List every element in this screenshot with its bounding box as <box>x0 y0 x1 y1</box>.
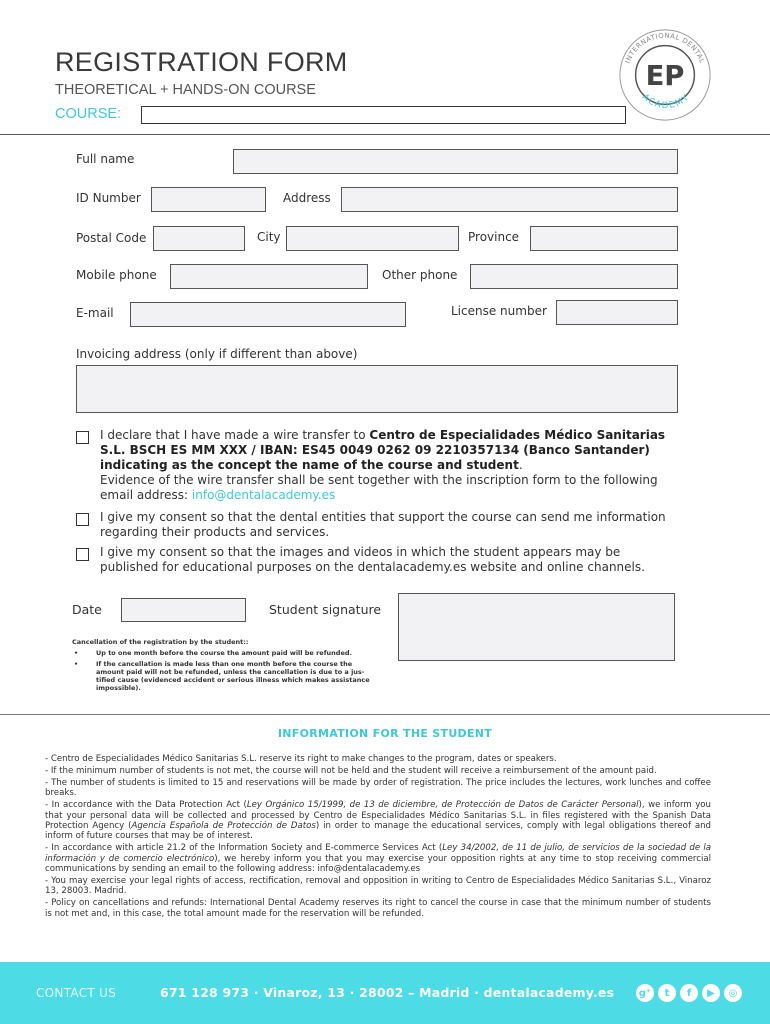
date-label: Date <box>72 602 102 617</box>
svg-text:INTERNATIONAL DENTAL <box>624 32 706 65</box>
province-label: Province <box>468 230 520 244</box>
dental-entities-consent-text: I give my consent so that the dental entities that support the course can send me information regarding their products and services. <box>100 510 666 539</box>
twitter-icon[interactable]: t <box>658 984 676 1002</box>
logo-monogram: EP <box>645 60 685 92</box>
other-phone-label: Other phone <box>382 268 458 282</box>
city-label: City <box>257 230 281 244</box>
info-paragraph: - Centro de Especialidades Médico Sanitarias S.L. reserve its right to make changes to the program, dates or speakers. <box>45 754 557 764</box>
header-divider <box>0 134 770 135</box>
cancellation-item: • Up to one month before the course the amount paid will be refunded. <box>72 649 372 657</box>
address-field[interactable] <box>341 187 678 212</box>
info-paragraph: - In accordance with the Data Protection Act (Ley Orgánico 15/1999, de 13 de diciembre, de Protección de Datos de Carácter Personal), we inform you that your personal data will be collected and processed by Centro de Especialidades Médico Sanitarias S.L. in files registered with the Spanish Data Protection Agency (Agencia Española de Protección de Datos) in order to manage the educational services, comply with legal obligations thereof and inform of future courses that may be of interest. <box>45 800 711 842</box>
cancellation-title: Cancellation of the registration by the student:: <box>72 638 249 646</box>
wire-transfer-declaration: I declare that I have made a wire transfer to Centro de Especialidades Médico Sanitarias S.L. BSCH ES MM XXX / IBAN: ES45 0049 0262 09 2210357134 (Banco Santander) indicating as the concept the name of the course and student. Evidence of the wire transfer shall be sent together with the inscription form to the following email address: info@dentalacademy.es <box>100 428 666 502</box>
postal-code-field[interactable] <box>153 226 245 251</box>
mobile-phone-field[interactable] <box>170 264 368 289</box>
student-signature-field[interactable] <box>398 593 675 661</box>
id-number-label: ID Number <box>76 191 141 205</box>
cancellation-policy <box>72 638 372 695</box>
svg-text:ACADEMY <box>640 92 692 111</box>
google-plus-icon[interactable]: g⁺ <box>636 984 654 1002</box>
email-label: E-mail <box>76 306 114 320</box>
mobile-phone-label: Mobile phone <box>76 268 157 282</box>
info-paragraph: - In accordance with article 21.2 of the Information Society and E-commerce Services Act (Ley 34/2002, de 11 de julio, de servicios de la sociedad de la información y de comercio electrónico), we hereby inform you that you may exercise your opposition rights at any time to stop receiving commercial communications by sending an email to the following address: info@dentalacademy.es <box>45 843 711 875</box>
info-text <box>45 754 711 921</box>
dental-entities-consent-checkbox[interactable] <box>76 513 89 526</box>
contact-us-label: CONTACT US <box>36 986 117 1000</box>
license-number-label: License number <box>451 304 547 318</box>
email-link[interactable]: info@dentalacademy.es <box>191 488 336 502</box>
date-field[interactable] <box>121 598 246 622</box>
facebook-icon[interactable]: f <box>680 984 698 1002</box>
other-phone-field[interactable] <box>470 264 678 289</box>
info-paragraph: - Policy on cancellations and refunds: International Dental Academy reserves its right to cancel the course in case that the minimum number of students is not met and, in this case, the total amount made for the reservation will be refunded. <box>45 898 711 919</box>
email-field[interactable] <box>130 302 406 327</box>
logo-bottom-text: ACADEMY <box>639 92 693 112</box>
postal-code-label: Postal Code <box>76 231 147 245</box>
course-field[interactable] <box>141 106 626 124</box>
page-subtitle: THEORETICAL + HANDS-ON COURSE <box>55 82 316 98</box>
section-divider <box>0 714 770 715</box>
page-title: REGISTRATION FORM <box>55 47 348 77</box>
info-paragraph: - If the minimum number of students is not met, the course will not be held and the student will receive a reimbursement of the amount paid. <box>45 765 657 776</box>
media-consent-checkbox[interactable] <box>76 548 89 561</box>
city-field[interactable] <box>286 226 459 251</box>
youtube-icon[interactable]: ▶ <box>702 984 720 1002</box>
social-links <box>636 984 742 1002</box>
invoicing-address-field[interactable] <box>76 365 678 413</box>
license-number-field[interactable] <box>556 300 678 325</box>
wire-transfer-checkbox[interactable] <box>76 431 89 444</box>
address-label: Address <box>283 191 331 205</box>
media-consent-text: I give my consent so that the images and videos in which the student appears may be published for educational purposes on the dentalacademy.es website and online channels. <box>100 545 645 574</box>
full-name-field[interactable] <box>233 149 678 174</box>
contact-details: 671 128 973 · Vinaroz, 13 · 28002 – Madrid · dentalacademy.es <box>160 985 615 1000</box>
logo-ring-text: INTERNATIONAL DENTAL <box>623 31 707 65</box>
info-paragraph: - You may exercise your legal rights of access, rectification, removal and opposition in writing to Centro de Especialidades Médico Sanitarias S.L., Vinaroz 13, 28003. Madrid. <box>45 875 711 897</box>
full-name-label: Full name <box>76 152 135 166</box>
invoicing-address-label: Invoicing address (only if different than above) <box>76 347 358 361</box>
academy-logo <box>616 26 714 124</box>
course-label: COURSE: <box>55 106 122 122</box>
id-number-field[interactable] <box>151 187 266 212</box>
footer <box>0 962 770 1024</box>
province-field[interactable] <box>530 226 678 251</box>
info-title: INFORMATION FOR THE STUDENT <box>277 727 493 740</box>
cancellation-item: • If the cancellation is made less than one month before the course the amount paid will not be refunded, unless the cancellation is due to a jus-tified cause (evidenced accident or serious illness which makes assistance impossible). <box>72 660 372 692</box>
info-paragraph: - The number of students is limited to 15 and reservations will be made by order of registration. The price includes the lectures, work lunches and coffee breaks. <box>45 777 711 799</box>
student-signature-label: Student signature <box>269 602 382 617</box>
instagram-icon[interactable]: ◎ <box>724 984 742 1002</box>
